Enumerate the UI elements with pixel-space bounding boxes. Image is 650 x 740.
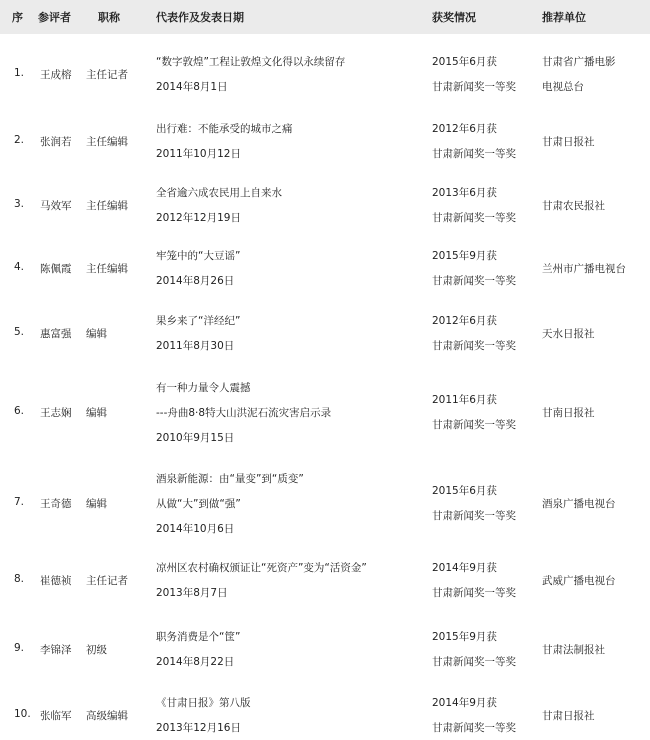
row-work-line: 牢笼中的“大豆谣” — [156, 250, 241, 262]
row-title — [86, 326, 107, 339]
row-work — [156, 471, 304, 534]
row-name — [40, 496, 72, 509]
row-seq — [14, 67, 24, 80]
row-award-line: 2015年9月获 — [432, 631, 497, 643]
row-title — [86, 261, 128, 274]
row-title — [86, 405, 107, 418]
row-award-line: 2015年6月获 — [432, 485, 497, 497]
row-seq-line: 2. — [14, 134, 25, 146]
table-row — [0, 108, 650, 172]
row-name — [40, 405, 72, 418]
table-row — [0, 236, 650, 298]
row-seq — [14, 326, 24, 339]
row-title — [86, 642, 107, 655]
row-work-line: 职务消费是个“筐” — [156, 631, 241, 643]
row-work-line: 2010年9月15日 — [156, 432, 235, 444]
row-seq — [14, 198, 24, 211]
row-work — [156, 313, 240, 351]
row-seq — [14, 642, 24, 655]
row-name-line: 张临军 — [40, 710, 72, 722]
row-unit — [542, 54, 616, 92]
row-title-line: 主任编辑 — [86, 200, 128, 212]
row-unit — [542, 405, 595, 418]
table-row — [0, 174, 650, 234]
row-name-line: 王成榕 — [40, 69, 72, 81]
row-award — [432, 248, 516, 286]
row-seq-line: 3. — [14, 198, 25, 210]
row-seq — [14, 708, 31, 721]
row-work-line: “数字敦煌”工程让敦煌文化得以永续留存 — [156, 56, 346, 68]
table-row — [0, 458, 650, 546]
row-work-line: 2014年8月26日 — [156, 275, 235, 287]
row-unit — [542, 261, 626, 274]
row-award — [432, 392, 516, 430]
row-unit-line: 兰州市广播电视台 — [542, 263, 626, 275]
row-name — [40, 642, 72, 655]
row-award-line: 甘肃新闻奖一等奖 — [432, 148, 516, 160]
row-name-line: 李锦泽 — [40, 644, 72, 656]
row-work-line: 2011年10月12日 — [156, 148, 241, 160]
row-name-line: 张润若 — [40, 136, 72, 148]
row-award-line: 2011年6月获 — [432, 394, 497, 406]
row-award — [432, 560, 516, 598]
row-award-line: 甘肃新闻奖一等奖 — [432, 212, 516, 224]
row-unit-line: 酒泉广播电视台 — [542, 498, 616, 510]
row-work-line: 2014年8月1日 — [156, 81, 228, 93]
row-title-line: 主任记者 — [86, 69, 128, 81]
row-title-line: 主任记者 — [86, 575, 128, 587]
row-award — [432, 629, 516, 667]
row-work — [156, 248, 240, 286]
row-title — [86, 67, 128, 80]
row-unit — [542, 642, 605, 655]
row-award-line: 2014年9月获 — [432, 697, 497, 709]
row-award — [432, 695, 516, 733]
row-award-line: 甘肃新闻奖一等奖 — [432, 340, 516, 352]
row-seq — [14, 405, 24, 418]
row-work-line: 有一种力量令人震撼 — [156, 382, 251, 394]
row-award-line: 2015年6月获 — [432, 56, 497, 68]
row-unit-line: 天水日报社 — [542, 328, 595, 340]
table-row — [0, 612, 650, 684]
row-work-line: 全省逾六成农民用上自来水 — [156, 187, 282, 199]
row-award-line: 2014年9月获 — [432, 562, 497, 574]
row-unit-line: 甘肃日报社 — [542, 136, 595, 148]
row-award-line: 甘肃新闻奖一等奖 — [432, 510, 516, 522]
row-name — [40, 326, 72, 339]
header-name: 参评者 — [38, 11, 71, 24]
row-work — [156, 380, 331, 443]
row-name-line: 陈佩霞 — [40, 263, 72, 275]
row-title-line: 主任编辑 — [86, 263, 128, 275]
row-name — [40, 67, 72, 80]
row-award-line: 2012年6月获 — [432, 315, 497, 327]
row-unit — [542, 198, 605, 211]
row-title — [86, 708, 128, 721]
row-work-line: 出行难：不能承受的城市之痛 — [156, 123, 293, 135]
row-name-line: 崔德祯 — [40, 575, 72, 587]
row-work — [156, 185, 282, 223]
row-name — [40, 573, 72, 586]
row-seq-line: 7. — [14, 496, 25, 508]
header-title: 职称 — [98, 11, 120, 24]
row-unit-line: 电视总台 — [542, 81, 584, 93]
row-award-line: 甘肃新闻奖一等奖 — [432, 587, 516, 599]
row-work-line: 2014年8月22日 — [156, 656, 235, 668]
table-row — [0, 40, 650, 106]
row-seq — [14, 496, 24, 509]
row-award — [432, 313, 516, 351]
row-unit-line: 甘肃农民报社 — [542, 200, 605, 212]
row-seq — [14, 261, 24, 274]
row-work — [156, 629, 240, 667]
row-work-line: 酒泉新能源：由“量变”到“质变” — [156, 473, 304, 485]
row-name — [40, 198, 72, 211]
row-work-line: 从做“大”到做“强” — [156, 498, 241, 510]
row-award-line: 甘肃新闻奖一等奖 — [432, 419, 516, 431]
row-award-line: 甘肃新闻奖一等奖 — [432, 275, 516, 287]
row-work-line: 凉州区农村确权颁证让“死资产”变为“活资金” — [156, 562, 367, 574]
row-award-line: 2013年6月获 — [432, 187, 497, 199]
row-unit-line: 武威广播电视台 — [542, 575, 616, 587]
row-award-line: 甘肃新闻奖一等奖 — [432, 722, 516, 734]
row-work-line: 2012年12月19日 — [156, 212, 241, 224]
row-title-line: 主任编辑 — [86, 136, 128, 148]
row-title-line: 编辑 — [86, 407, 107, 419]
row-title-line: 高级编辑 — [86, 710, 128, 722]
table-row — [0, 548, 650, 610]
row-title — [86, 134, 128, 147]
header-work: 代表作及发表日期 — [156, 11, 244, 24]
row-award — [432, 54, 516, 92]
row-name-line: 马效军 — [40, 200, 72, 212]
row-seq — [14, 573, 24, 586]
row-work-line: 2013年12月16日 — [156, 722, 241, 734]
row-unit — [542, 573, 616, 586]
row-award-line: 甘肃新闻奖一等奖 — [432, 81, 516, 93]
row-title-line: 初级 — [86, 644, 107, 656]
row-unit — [542, 326, 595, 339]
row-name-line: 王奇德 — [40, 498, 72, 510]
row-award — [432, 483, 516, 521]
row-work — [156, 121, 293, 159]
row-unit — [542, 708, 595, 721]
row-award — [432, 121, 516, 159]
row-award-line: 甘肃新闻奖一等奖 — [432, 656, 516, 668]
row-seq-line: 6. — [14, 405, 25, 417]
row-work-line: 《甘肃日报》第八版 — [156, 697, 251, 709]
row-unit-line: 甘肃法制报社 — [542, 644, 605, 656]
row-work-line: 2013年8月7日 — [156, 587, 228, 599]
row-unit-line: 甘肃省广播电影 — [542, 56, 616, 68]
row-work — [156, 54, 345, 92]
row-seq-line: 5. — [14, 326, 25, 338]
row-unit — [542, 134, 595, 147]
row-title-line: 编辑 — [86, 328, 107, 340]
row-name-line: 王志娴 — [40, 407, 72, 419]
row-title-line: 编辑 — [86, 498, 107, 510]
row-unit-line: 甘南日报社 — [542, 407, 595, 419]
table-row — [0, 300, 650, 364]
table-row — [0, 366, 650, 456]
row-title — [86, 573, 128, 586]
row-work — [156, 560, 367, 598]
row-seq-line: 8. — [14, 573, 25, 585]
row-name — [40, 708, 72, 721]
row-unit-line: 甘肃日报社 — [542, 710, 595, 722]
row-name-line: 惠富强 — [40, 328, 72, 340]
row-unit — [542, 496, 616, 509]
row-name — [40, 261, 72, 274]
header-unit: 推荐单位 — [542, 11, 586, 24]
row-seq-line: 9. — [14, 642, 25, 654]
row-award-line: 2015年9月获 — [432, 250, 497, 262]
row-seq-line: 1. — [14, 67, 25, 79]
row-award — [432, 185, 516, 223]
row-seq-line: 4. — [14, 261, 25, 273]
header-seq: 序 — [12, 11, 23, 24]
row-work-line: 果乡来了“洋经纪” — [156, 315, 241, 327]
table-header — [0, 0, 650, 34]
row-work — [156, 695, 251, 733]
row-seq — [14, 134, 24, 147]
row-title — [86, 198, 128, 211]
row-work-line: 2014年10月6日 — [156, 523, 235, 535]
row-work-line: ---舟曲8·8特大山洪泥石流灾害启示录 — [156, 407, 332, 419]
row-title — [86, 496, 107, 509]
row-work-line: 2011年8月30日 — [156, 340, 235, 352]
table-row — [0, 688, 650, 740]
header-award: 获奖情况 — [432, 11, 476, 24]
row-name — [40, 134, 72, 147]
row-award-line: 2012年6月获 — [432, 123, 497, 135]
row-seq-line: 10. — [14, 708, 31, 720]
